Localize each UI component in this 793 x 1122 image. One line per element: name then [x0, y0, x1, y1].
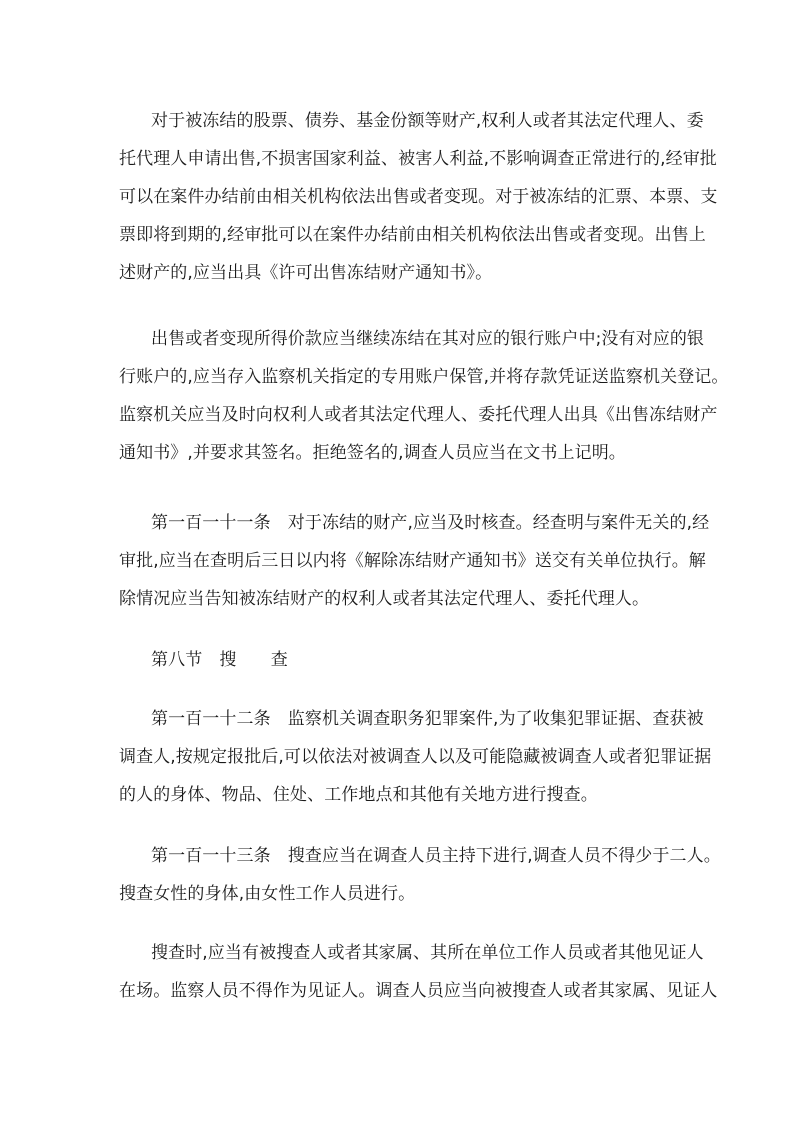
text-line: 搜查时,应当有被搜查人或者其家属、其所在单位工作人员或者其他见证人 — [151, 943, 704, 963]
text-line: 监察机关应当及时向权利人或者其法定代理人、委托代理人出具《出售冻结财产 — [119, 405, 718, 425]
text-line: 对于被冻结的股票、债券、基金份额等财产,权利人或者其法定代理人、委 — [151, 111, 704, 131]
text-line: 第一百一十三条 搜查应当在调查人员主持下进行,调查人员不得少于二人。 — [151, 846, 721, 866]
paragraph-article-112 — [119, 700, 712, 814]
section-heading-search — [119, 641, 689, 679]
text-line: 在场。监察人员不得作为见证人。调查人员应当向被搜查人或者其家属、见证人 — [119, 981, 718, 1001]
text-line: 审批,应当在查明后三日以内将《解除冻结财产通知书》送交有关单位执行。解 — [119, 551, 706, 571]
text-line: 述财产的,应当出具《许可出售冻结财产通知书》。 — [119, 263, 493, 283]
text-line: 第一百一十一条 对于冻结的财产,应当及时核查。经查明与案件无关的,经 — [151, 513, 710, 533]
paragraph-article-113 — [119, 837, 721, 913]
text-line: 除情况应当告知被冻结财产的权利人或者其法定代理人、委托代理人。 — [119, 589, 650, 609]
paragraph-article-111 — [119, 504, 710, 618]
text-line: 第一百一十二条 监察机关调查职务犯罪案件,为了收集犯罪证据、查获被 — [151, 709, 704, 729]
paragraph-proceeds-frozen — [119, 320, 729, 472]
paragraph-sale-of-frozen-assets — [119, 102, 718, 292]
text-line: 出售或者变现所得价款应当继续冻结在其对应的银行账户中;没有对应的银 — [151, 329, 705, 349]
text-line: 行账户的,应当存入监察机关指定的专用账户保管,并将存款凭证送监察机关登记。 — [119, 367, 729, 387]
paragraph-search-witnesses — [119, 934, 718, 1010]
text-line: 搜查女性的身体,由女性工作人员进行。 — [119, 884, 416, 904]
text-line: 托代理人申请出售,不损害国家利益、被害人利益,不影响调查正常进行的,经审批 — [119, 149, 717, 169]
text-line: 调查人,按规定报批后,可以依法对被调查人以及可能隐藏被调查人或者犯罪证据 — [119, 747, 712, 767]
text-line: 票即将到期的,经审批可以在案件办结前由相关机构依法出售或者变现。出售上 — [119, 225, 706, 245]
text-line: 可以在案件办结前由相关机构依法出售或者变现。对于被冻结的汇票、本票、支 — [119, 187, 718, 207]
section-heading: 第八节 搜 查 — [151, 650, 288, 670]
text-line: 的人的身体、物品、住处、工作地点和其他有关地方进行搜查。 — [119, 785, 598, 805]
text-line: 通知书》,并要求其签名。拒绝签名的,调查人员应当在文书上记明。 — [119, 443, 626, 463]
